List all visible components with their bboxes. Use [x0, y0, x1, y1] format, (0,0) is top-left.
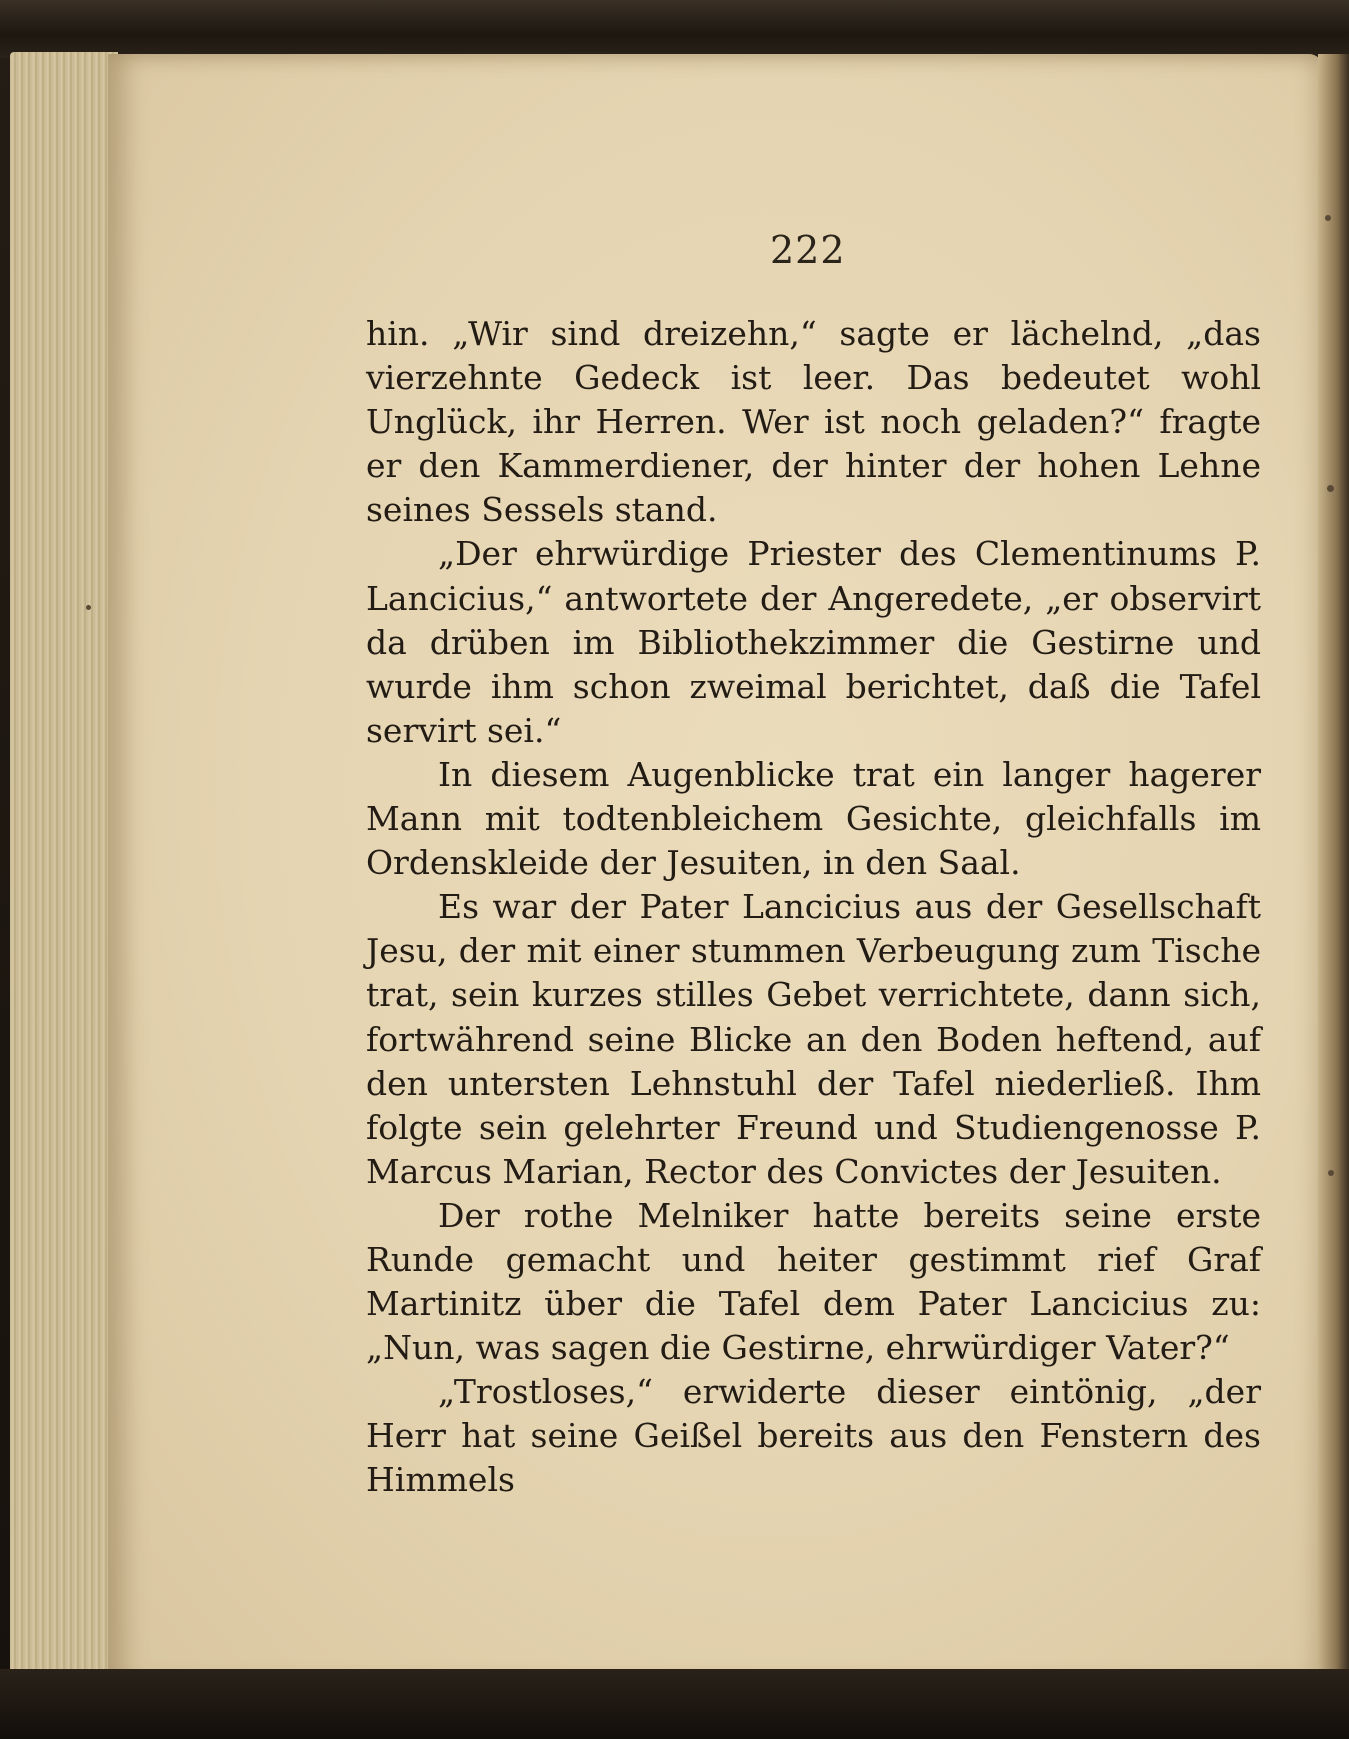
paper-speck: [1327, 485, 1334, 492]
paragraph: „Der ehrwürdige Priester des Clementinums P. Lancicius,“ antwortete der Angeredete, „er observirt da drüben im Bibliothekzimmer die Gestirne und wurde ihm schon zweimal berichtet, daß die Tafel servirt sei.“: [366, 534, 1261, 750]
paragraph: Es war der Pater Lancicius aus der Gesellschaft Jesu, der mit einer stummen Verbeugung zum Tische trat, sein kurzes stilles Gebet verrichtete, dann sich, fortwährend seine Blicke an den Boden heftend, auf den untersten Lehnstuhl der Tafel niederließ. Ihm folgte sein gelehrter Freund und Studiengenosse P. Marcus Marian, Rector des Convictes der Jesuiten.: [366, 887, 1261, 1191]
page-number: 222: [770, 228, 846, 272]
book-bottom-edge: [0, 1669, 1349, 1739]
paragraph: hin. „Wir sind dreizehn,“ sagte er lächelnd, „das vierzehnte Gedeck ist leer. Das bedeutet wohl Unglück, ihr Herren. Wer ist noch geladen?“ fragte er den Kammerdiener, der hinter der hohen Lehne seines Sessels stand.: [366, 314, 1261, 530]
book-top-edge: [0, 0, 1349, 58]
page-stack-edge: [10, 52, 118, 1684]
paragraph: In diesem Augenblicke trat ein langer hagerer Mann mit todtenbleichem Gesichte, gleichfalls im Ordenskleide der Jesuiten, in den Saal.: [366, 754, 1261, 883]
paragraph: „Trostloses,“ erwiderte dieser eintönig, „der Herr hat seine Geißel bereits aus den Fenstern des Himmels: [366, 1372, 1261, 1500]
paragraph: Der rothe Melniker hatte bereits seine erste Runde gemacht und heiter gestimmt rief Graf Martinitz über die Tafel dem Pater Lancicius zu: „Nun, was sagen die Gestirne, ehrwürdiger Vater?“: [366, 1195, 1261, 1368]
paper-speck: [86, 605, 91, 610]
body-text: [366, 312, 1261, 1503]
paper-speck: [1325, 215, 1331, 221]
paper-speck: [1328, 1170, 1334, 1176]
book-right-edge: [1318, 54, 1349, 1684]
